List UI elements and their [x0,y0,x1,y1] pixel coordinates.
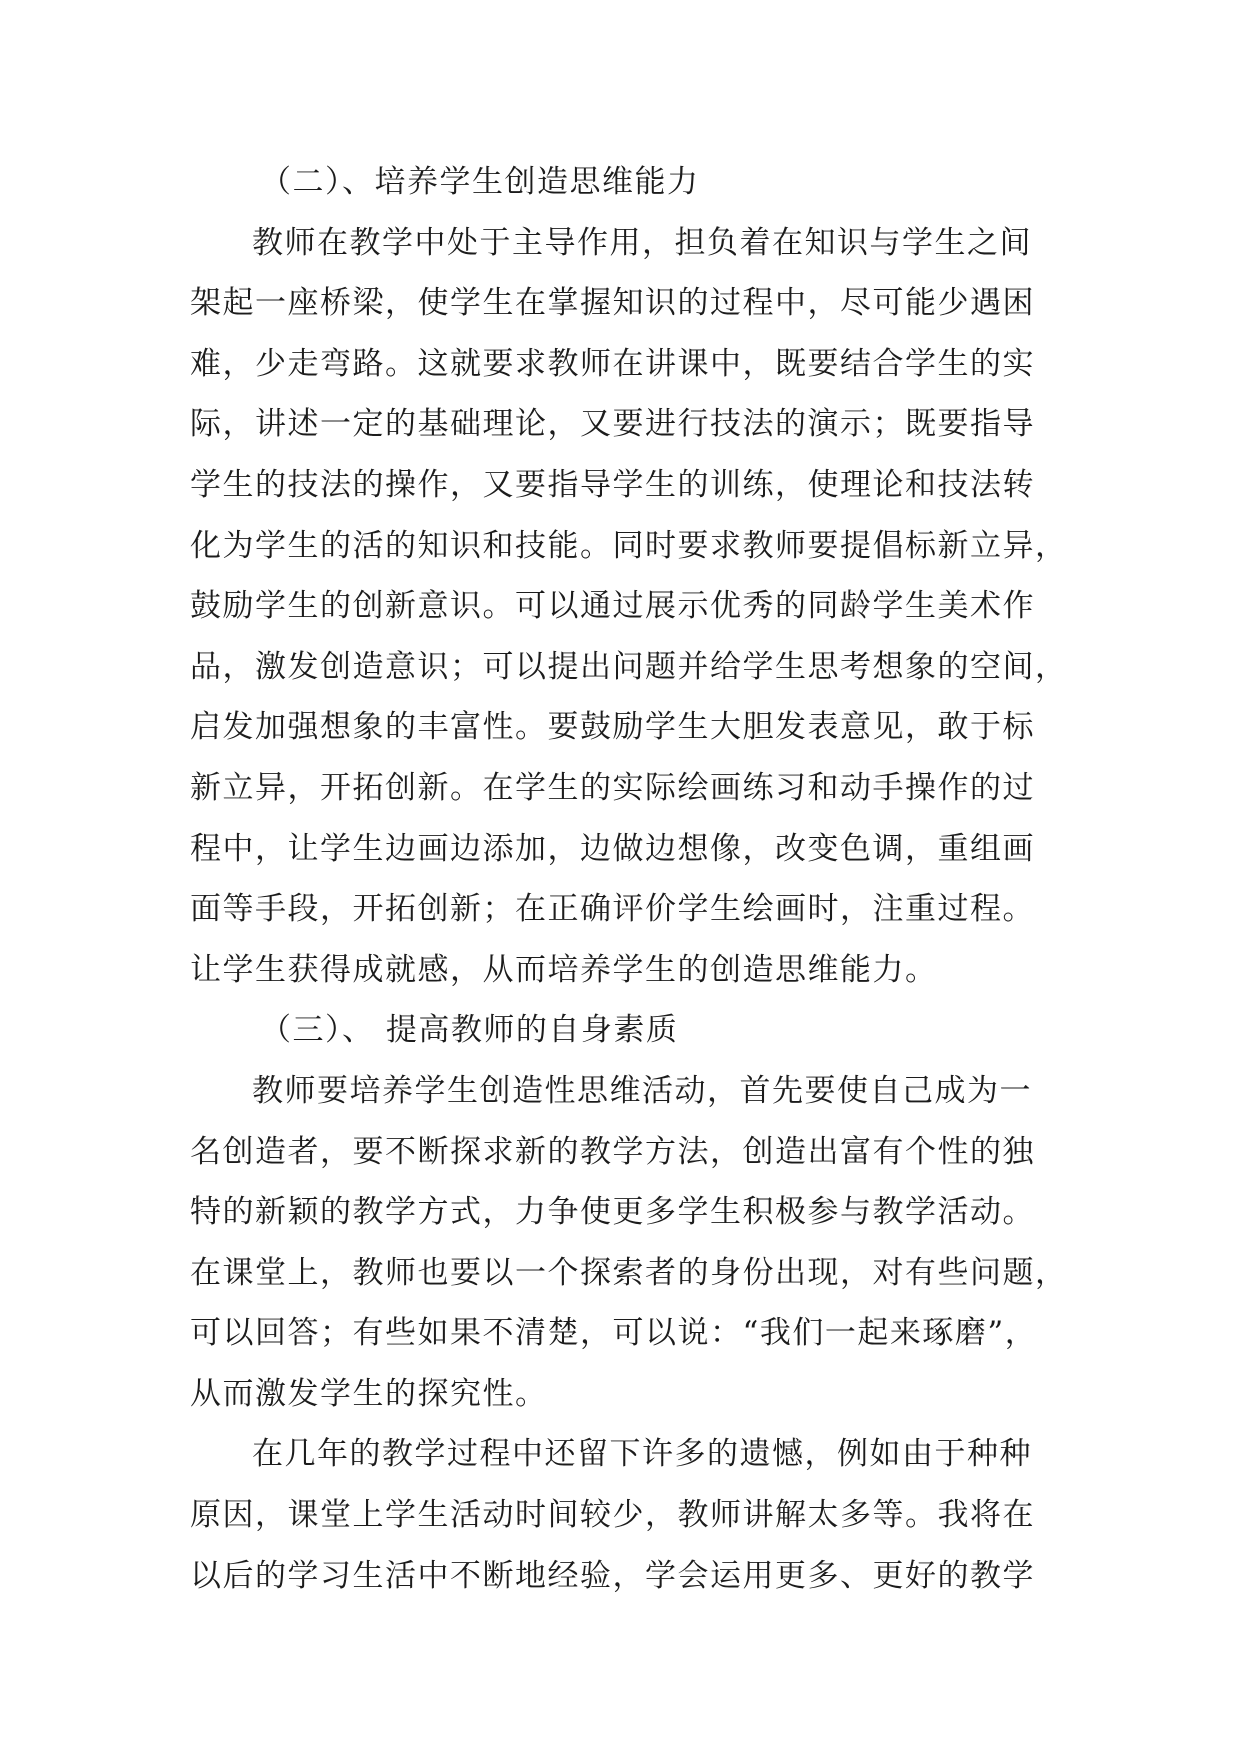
paragraph-teacher-quality [190,1061,1070,1425]
heading-text: （二）、培养学生创造思维能力 [260,164,700,200]
text-line: 让学生获得成就感，从而培养学生的创造思维能力。 [190,951,938,988]
text-line: 际，讲述一定的基础理论，又要进行技法的演示；既要指导 [190,406,1035,443]
section-heading-2 [190,152,1070,213]
document-body [190,152,1070,1606]
text-line: 难，少走弯路。这就要求教师在讲课中，既要结合学生的实 [190,345,1035,382]
text-line: 原因，课堂上学生活动时间较少，教师讲解太多等。我将在 [190,1497,1035,1534]
text-line: 在课堂上，教师也要以一个探索者的身份出现，对有些问题， [190,1254,1068,1291]
text-line: 新立异，开拓创新。在学生的实际绘画练习和动手操作的过 [190,769,1035,806]
text-line: 学生的技法的操作，又要指导学生的训练，使理论和技法转 [190,466,1035,503]
text-line: 在几年的教学过程中还留下许多的遗憾，例如由于种种 [252,1436,1032,1473]
paragraph-teacher-role [190,213,1070,1001]
text-line: 名创造者，要不断探求新的教学方法，创造出富有个性的独 [190,1133,1035,1170]
heading-text: （三）、 提高教师的自身素质 [260,1012,679,1049]
text-line: 教师在教学中处于主导作用，担负着在知识与学生之间 [252,224,1032,261]
text-line: 面等手段，开拓创新；在正确评价学生绘画时，注重过程。 [190,891,1035,928]
text-line: 从而激发学生的探究性。 [190,1375,548,1412]
text-line: 架起一座桥梁，使学生在掌握知识的过程中，尽可能少遇困 [190,285,1035,322]
text-line: 可以回答；有些如果不清楚，可以说：“我们一起来琢磨”， [190,1315,1038,1352]
text-line: 化为学生的活的知识和技能。同时要求教师要提倡标新立异， [190,527,1068,564]
text-line: 品，激发创造意识；可以提出问题并给学生思考想象的空间， [190,648,1068,685]
text-line: 特的新颖的教学方式，力争使更多学生积极参与教学活动。 [190,1194,1035,1231]
text-line: 鼓励学生的创新意识。可以通过展示优秀的同龄学生美术作 [190,588,1035,625]
text-line: 以后的学习生活中不断地经验，学会运用更多、更好的教学 [190,1557,1035,1594]
paragraph-reflection [190,1424,1070,1606]
text-line: 启发加强想象的丰富性。要鼓励学生大胆发表意见，敢于标 [190,709,1035,746]
text-line: 教师要培养学生创造性思维活动，首先要使自己成为一 [252,1072,1032,1109]
section-heading-3 [190,1000,1070,1061]
text-line: 程中，让学生边画边添加，边做边想像，改变色调，重组画 [190,830,1035,867]
